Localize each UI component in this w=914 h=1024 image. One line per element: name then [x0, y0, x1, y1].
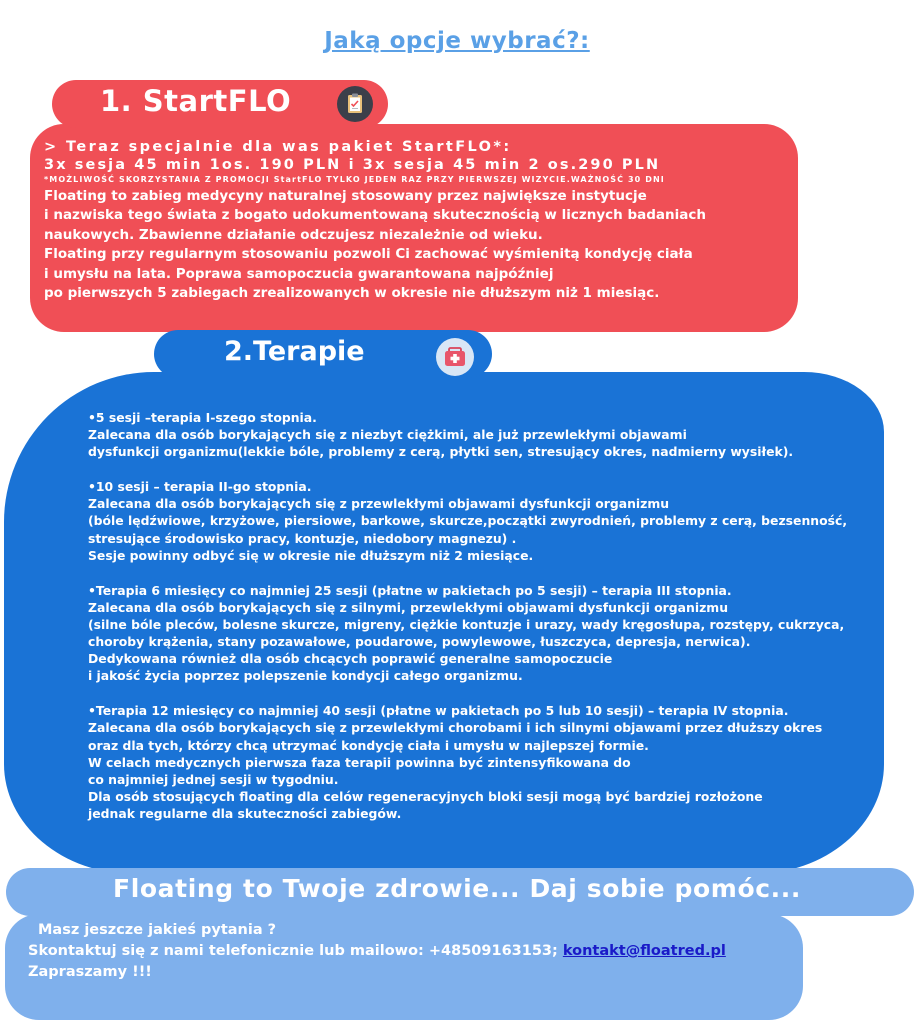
therapy-block-2: •10 sesji – terapia II-go stopnia. Zalecana dla osób borykających się z przewlekłymi objawami dysfunkcji organizmu (bóle lędźwiowe, krzyżowe, piersiowe, barkowe, skurcze,początki zwyrodnień, problemy z cerą, bezsenność, stresujące środowisko pracy, kontuzje, niedobory magnezu) . Sesje powinny odbyć się w okresie nie dłuższym niż 2 miesiące. [88, 479, 848, 563]
startflo-description: Floating to zabieg medycyny naturalnej stosowany przez największe instytucje i nazwiska tego świata z bogato udokumentowaną skutecznością w licznych badaniach naukowych. Zbawienne działanie odczujesz niezależnie od wieku. Floating przy regularnym stosowaniu pozwoli Ci zachować wyśmienitą kondycję ciała i umysłu na lata. Poprawa samopoczucia gwarantowana najpóźniej po pierwszych 5 zabiegach zrealizowanych w okresie nie dłuższym niż 1 miesiąc. [44, 188, 706, 302]
contact-prefix: Skontaktuj się z nami telefonicznie lub mailowo: +48509163153; [28, 943, 563, 959]
footer-slogan: Floating to Twoje zdrowie... Daj sobie pomóc... [113, 874, 801, 903]
therapy-block-3: •Terapia 6 miesięcy co najmniej 25 sesji (płatne w pakietach po 5 sesji) – terapia III stopnia. Zalecana dla osób borykających się z silnymi, przewlekłymi objawami dysfunkcji organizmu (silne bóle pleców, bolesne skurcze, migreny, ciężkie kontuzje i urazy, wady kręgosłupa, rozstępy, cukrzyca, choroby krążenia, stany pozawałowe, poudarowe, powylewowe, łuszczyca, depresja, nerwica). Dedykowana również dla osób chcących poprawić generalne samopoczucie i jakość życia poprzez polepszenie kondycji całego organizmu. [88, 582, 845, 684]
email-link[interactable]: kontakt@floatred.pl [562, 943, 726, 959]
startflo-title: 1. StartFLO [100, 84, 292, 118]
terapie-title: 2.Terapie [224, 336, 365, 367]
clipboard-icon [337, 86, 373, 122]
startflo-offer: > Teraz specjalnie dla was pakiet StartFLO*: [44, 139, 512, 155]
therapy-block-1: •5 sesji –terapia I-szego stopnia. Zalecana dla osób borykających się z niezbyt ciężkimi, ale już przewlekłymi objawami dysfunkcji organizmu(lekkie bóle, problemy z cerą, płytki sen, stresujący okres, nadmierny wysiłek). [88, 410, 794, 460]
startflo-note: *MOŻLIWOŚĆ SKORZYSTANIA Z PROMOCJI StartFLO TYLKO JEDEN RAZ PRZY PIERWSZEJ WIZYCIE.WAŻNOŚĆ 30 DNI [44, 175, 665, 184]
contact-closing: Zapraszamy !!! [28, 964, 152, 980]
startflo-content [44, 138, 804, 303]
startflo-price: 3x sesja 45 min 1os. 190 PLN i 3x sesja 45 min 2 os.290 PLN [44, 157, 661, 173]
contact-question: Masz jeszcze jakieś pytania ? [38, 922, 277, 938]
terapie-content [88, 409, 878, 840]
contact-line [28, 941, 808, 962]
therapy-block-4: •Terapia 12 miesięcy co najmniej 40 sesji (płatne w pakietach po 5 lub 10 sesji) – terapia IV stopnia. Zalecana dla osób borykających się z przewlekłymi chorobami i ich silnymi objawami przez dłuższy okres oraz dla tych, którzy chcą utrzymać kondycję ciała i umysłu w najlepszej formie. W celach medycznych pierwsza faza terapii powinna być zintensyfikowana do co najmniej jednej sesji w tygodniu. Dla osób stosujących floating dla celów regeneracyjnych bloki sesji mogą być bardziej rozłożone jednak regularne dla skuteczności zabiegów. [88, 703, 823, 821]
page-title: Jaką opcje wybrać?: [324, 28, 590, 54]
first-aid-kit-icon [436, 338, 474, 376]
contact-info [28, 920, 808, 983]
